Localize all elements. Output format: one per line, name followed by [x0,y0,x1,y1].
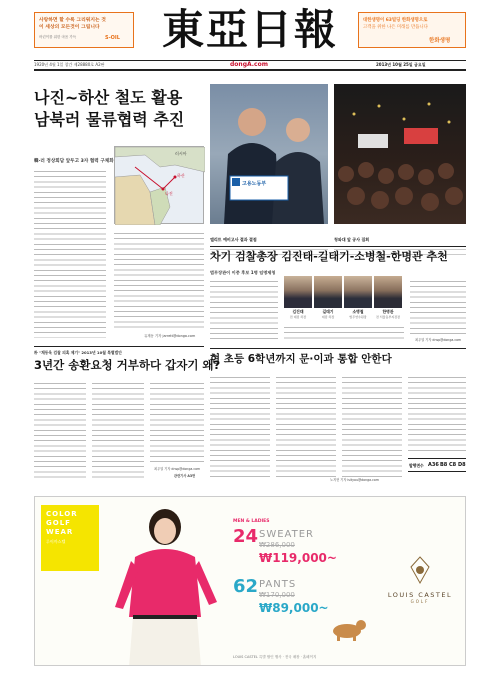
brand-emblem-icon [385,553,455,587]
page-index-c[interactable]: C8 [449,462,457,468]
ad-sweater-pct: 24 [233,526,259,547]
masthead-left-ad-line1: 사랑하면 할 수록 그리워지는 것 [39,18,106,23]
top-story-headline-1: 나진~하산 철도 활용 [34,88,183,107]
mid-story[interactable] [210,250,466,346]
ad-sweater-label: SWEATER [259,529,314,540]
top-photo-protest[interactable] [334,84,466,224]
left-story-kicker: 朴 "채동욱 검찰 의혹 제기" 2013년 10월 특별법안 [34,350,122,355]
page-index-b[interactable]: B8 [440,462,448,468]
mid-story-body-2 [284,324,404,342]
top-story-byline: 유재동 기자 jarrett@donga.com [144,334,196,338]
portrait-4-role: 전 서울동부지검장 [375,315,401,319]
masthead-site[interactable]: dongA.com [230,61,268,68]
masthead-info-right: 2013년 10월 25일 금요일 [376,62,426,67]
portrait-1-role: 전 대검 차장 [289,315,307,319]
left-story-headline: 3년간 송환요청 거부하다 갑자기 왜? [34,358,221,372]
ad-men-ladies: MEN & LADIES [233,519,270,524]
page-index-a[interactable]: A36 [428,462,439,468]
ad-pants-new: ₩89,000~ [259,601,329,615]
portrait-2[interactable] [314,276,342,308]
masthead-right-ad-brand: 한화생명 [429,38,451,44]
masthead-left-ad[interactable] [34,12,134,48]
ad-brand-logo[interactable] [385,553,455,613]
portrait-4-name: 한명관 [382,309,394,314]
masthead-right-ad[interactable] [358,12,466,48]
photo-figures [210,84,328,224]
mid-story-portraits [284,276,404,322]
masthead-left-ad-line3: 어린이를 위한 마음 가득 [39,35,77,39]
portrait-4[interactable] [374,276,402,308]
masthead-left-ad-brand: S-OIL [105,35,120,41]
top-story-subhead: 韓·러 정상회담 앞두고 3자 협력 구체화 [34,159,114,164]
map-graphic [115,147,205,225]
top-story-headline-2: 남북러 물류협력 추진 [34,110,185,129]
ad-model-photo [105,497,225,666]
map-label-russia: 러시아 [175,151,187,156]
masthead-right-ad-line1: 대한생명이 63빌딩 한화생명으로 [363,18,428,23]
protest-crowd [334,84,466,224]
portrait-1-name: 김진태 [292,309,304,314]
map-label-najin: 나진 [165,191,173,196]
page-index-box [408,458,466,472]
page-index-d[interactable]: D8 [458,462,466,468]
top-photo-caption-title: 엘리트 예비고사 결과 결점 [210,237,257,242]
top-story[interactable] [34,88,204,343]
ad-color-title-3: WEAR [46,528,74,536]
portrait-3[interactable] [344,276,372,308]
bottom-story-body-1 [210,374,270,478]
masthead-right-ad-line2: 고객을 위한 나은 미래를 만듭니다 [363,25,428,30]
portrait-3-role: 법무연수원장 [349,315,367,319]
ad-color-title-2: GOLF [46,519,71,527]
left-story-body-1 [34,380,86,478]
top-story-body-1 [34,168,106,338]
top-photo-press-conference[interactable] [210,84,328,224]
map-label-hasan: 하산 [177,173,185,178]
model-illustration [105,497,225,666]
ad-brand-name: LOUIS CASTEL [387,591,453,599]
ad-color-title-1: COLOR [46,510,78,518]
mid-story-subhead: 법무장관이 이중 후보 1명 임명제청 [210,270,276,275]
protest-caption-title: 청와대 앞 공사 집회 [334,237,370,242]
ad-footer: LOUIS CASTEL 특별 할인 행사 · 전국 매장 · 홈페이지 [233,655,317,659]
masthead-info-left: 1920년 4월 1일 창간 제28880호 A2판 [34,62,105,67]
ad-dog-icon [327,615,367,641]
mid-story-headline: 차기 검찰총장 김진태-길태기-소병철-한명관 추천 [210,250,448,263]
page-index-label: 발행면수 [409,463,424,468]
ad-yellow-block [41,505,99,571]
bottom-story-body-2 [276,374,336,478]
left-story-byline: 최우열 기자 dnsp@donga.com [154,467,201,471]
ad-pants-old: ₩170,000 [259,591,295,599]
mid-story-body-1 [210,278,278,340]
top-story-map [114,146,204,224]
masthead-title: 東亞日報 [161,5,338,54]
bottom-story-body-4 [408,374,466,454]
ad-brand-sub: GOLF [410,599,430,604]
masthead-left-ad-line2: 이 세상의 모든것이 그립니다 [39,25,100,30]
ad-sweater-old: ₩286,000 [259,541,295,549]
left-story[interactable] [34,350,221,485]
photo-podium-sign: 고용노동부 [242,181,267,187]
ad-sweater-new: ₩119,000~ [259,551,337,565]
ad-pants-label: PANTS [259,579,297,590]
bottom-story-headline: 현 초등 6학년까지 문·이과 통합 안한다 [210,353,392,365]
mid-story-byline: 최우열 기자 dnsp@donga.com [415,338,462,342]
left-story-body-2 [92,380,144,478]
left-story-related[interactable]: 관련기사 A3면 [174,474,196,478]
portrait-2-role: 대검 차장 [321,315,335,319]
portrait-2-name: 길태기 [322,309,334,314]
ad-pants-pct: 62 [233,576,259,597]
portrait-3-name: 소병철 [352,309,364,314]
mid-story-body-3 [410,278,466,336]
bottom-story[interactable] [210,352,466,484]
portrait-1[interactable] [284,276,312,308]
ad-left-sub: 루이까스텔 [46,539,66,544]
bottom-story-byline: 노지현 기자 isityou@donga.com [330,478,379,482]
top-story-body-2 [114,230,204,330]
left-story-body-3 [150,380,204,466]
bottom-ad[interactable] [34,496,466,666]
masthead [0,0,500,72]
bottom-story-body-3 [342,374,402,478]
